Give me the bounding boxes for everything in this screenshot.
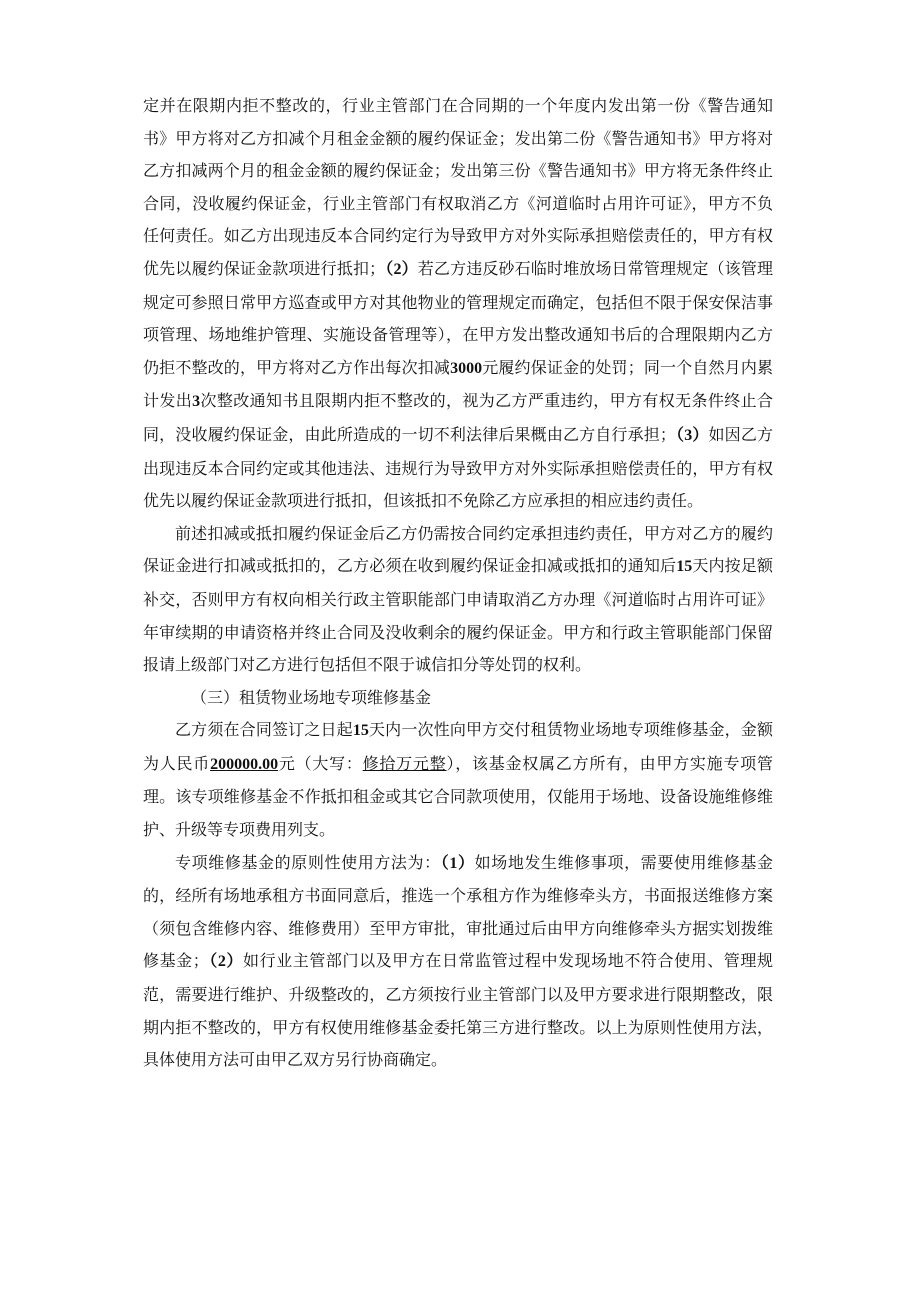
bold-text-run: 15 (352, 722, 369, 740)
document-page (143, 90, 773, 1077)
paragraph-3 (143, 714, 773, 846)
text-run: 元（大写： (278, 753, 363, 773)
text-run: 定并在限期内拒不整改的，行业主管部门在合同期的一个年度内发出第一份《警告通知书》甲方将对乙方扣减个月租金金额的履约保证金；发出第二份《警告通知书》甲方将对乙方扣减两个月的租金金额的履约保证金；发出第三份《警告通知书》甲方将无条件终止合同，没收履约保证金，行业主管部门有权取消乙方《河道临时占用许可证》，甲方不负任何责任。如乙方出现违反本合同约定行为导致甲方对外实际承担赔偿责任的，甲方有权优先以履约保证金款项进行抵扣； (143, 96, 773, 278)
text-run: 次整改通知书且限期内拒不整改的，视为乙方严重违约，甲方有权无条件终止合同，没收履约保证金，由此所造成的一切不利法律后果概由乙方自行承担； (143, 391, 773, 444)
text-run: 乙方须在合同签订之日起 (175, 720, 353, 740)
bold-text-run: 3 (192, 393, 201, 411)
text-run: 若乙方违反砂石临时堆放场日常管理规定（该管理规定可参照日常甲方巡查或甲方对其他物业的管理规定而确定，包括但不限于保安保洁事项管理、场地维护管理、实施设备管理等），在甲方发出整改通知书后的合理限期内乙方仍拒不整改的，甲方将对乙方作出每次扣减 (143, 258, 773, 377)
bold-text-run: 3000 (450, 359, 483, 377)
bold-text-run: （3） (675, 426, 709, 444)
text-run: 修拾万元整 (362, 753, 447, 773)
paragraph-1 (143, 90, 773, 518)
text-run: 如场地发生维修事项，需要使用维修基金的，经所有场地承租方书面同意后，推选一个承租方作为维修牵头方，书面报送维修方案（须包含维修内容、维修费用）至甲方审批，审批通过后由甲方向维修牵头方据实划拨维修基金； (143, 852, 773, 971)
paragraph-2 (143, 518, 773, 682)
bold-text-run: （2） (208, 953, 244, 971)
text-run: 如因乙方出现违反本合同约定或其他违法、违规行为导致甲方对外实际承担赔偿责任的，甲方有权优先以履约保证金款项进行抵扣，但该抵扣不免除乙方应承担的相应违约责任。 (143, 424, 773, 511)
section-heading: （三）租赁物业场地专项维修基金 (191, 687, 432, 707)
text-run: 元履约保证金的处罚；同一个自然月内累计发出 (143, 357, 773, 411)
bold-text-run: （2） (385, 260, 418, 278)
text-run: ），该基金权属乙方所有，由甲方实施专项管理。该专项维修基金不作抵扣租金或其它合同款项使用，仅能用于场地、设备设施维修维护、升级等专项费用列支。 (143, 753, 773, 840)
bold-text-run: 15 (676, 558, 693, 576)
text-run: 如行业主管部门以及甲方在日常监管过程中发现场地不符合使用、管理规范，需要进行维护、升级整改的，乙方须按行业主管部门以及甲方要求进行限期整改，限期内拒不整改的，甲方有权使用维修基金委托第三方进行整改。以上为原则性使用方法，具体使用方法可由甲乙双方另行协商确定。 (143, 951, 773, 1070)
bold-text-run: 200000.00 (210, 755, 279, 773)
text-run: 前述扣减或抵扣履约保证金后乙方仍需按合同约定承担违约责任，甲方对乙方的履约保证金进行扣减或抵扣的，乙方必须在收到履约保证金扣减或抵扣的通知后 (143, 523, 773, 576)
text-run: 天内按足额补交，否则甲方有权向相关行政主管职能部门申请取消乙方办理《河道临时占用许可证》年审续期的申请资格并终止合同及没收剩余的履约保证金。甲方和行政主管职能部门保留报请上级部门对乙方进行包括但不限于诚信扣分等处罚的权利。 (143, 556, 773, 675)
text-run: 天内一次性向甲方交付租赁物业场地专项维修基金，金额为人民币 (143, 720, 773, 773)
bold-text-run: （1） (440, 854, 475, 872)
text-run: 专项维修基金的原则性使用方法为： (175, 852, 441, 872)
paragraph-4 (143, 847, 773, 1077)
